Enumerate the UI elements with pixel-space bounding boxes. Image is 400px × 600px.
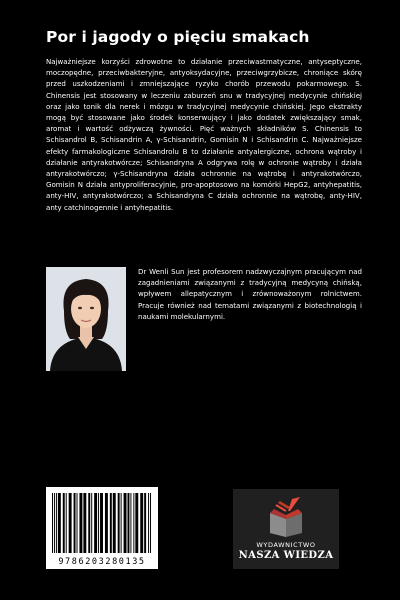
- barcode-bar: [94, 493, 97, 553]
- barcode-bar: [113, 493, 116, 553]
- publisher-name: NASZA WIEDZA: [238, 550, 334, 561]
- barcode-bar: [63, 493, 65, 553]
- barcode-bar: [133, 493, 134, 553]
- barcode-bar: [56, 493, 57, 553]
- barcode-bar: [121, 493, 122, 553]
- barcode-bar: [144, 493, 146, 553]
- open-book-with-pen-icon: [266, 495, 306, 539]
- barcode-bar: [148, 493, 149, 553]
- isbn-number: 9786203280135: [58, 557, 146, 567]
- barcode-bar: [54, 493, 55, 553]
- barcode-bar: [150, 493, 151, 553]
- barcode-bar: [118, 493, 120, 553]
- barcode-bar: [74, 493, 76, 553]
- author-bio: Dr Wenli Sun jest profesorem nadzwyczajnym pracującym nad zagadnieniami związanymi z tradycyjną medycyną chińską, wpływem allepatycznym i zrównoważonym rolnictwem. Pracuje również nad tematami związanymi z biotechnologią i naukami molekularnymi.: [138, 267, 362, 321]
- publisher-logo: [233, 489, 339, 569]
- barcode-bar: [127, 493, 129, 553]
- barcode-bar: [69, 493, 72, 553]
- barcode-bar: [91, 493, 92, 553]
- book-title: Por i jagody o pięciu smakach: [46, 28, 310, 46]
- barcode-bar: [52, 493, 53, 553]
- author-photo: [46, 267, 126, 371]
- book-description: Najważniejsze korzyści zdrowotne to działanie przeciwastmatyczne, antyseptyczne, moczopędne, przeciwbakteryjne, antyoksydacyjne, przeciwgrzybicze, chroniące skórę przed uszkodzeniami i zmniejszające ryzyko chorób przewodu pokarmowego. S. Chinensis jest stosowany w leczeniu zaburzeń snu w tradycyjnej medycynie chińskiej oraz jako tonik dla nerek i mózgu w tradycyjnej medycynie chińskiej. Jego ekstrakty mogą być stosowane jako środek konserwujący i jako dodatek zwiększający smak, aromat i wartość odżywczą żywności. Pięć ważnych składników S. Chinensis to Schisandrol B, Schisandrin A, γ-Schisandrin, Gomisin N i Schisandrin C. Najważniejsze efekty farmakologiczne Schisandrolu B to działanie antyalergiczne, ochrona wątroby i działanie antyrakotwórcze; Schisandryna A odgrywa rolę w ochronie wątroby i działa antyrakotwórczo; γ-Schisandryna działa ochronnie na wątrobę i antyrakotwórczo, Gomisin N działa antyproliferacyjnie, pro-apoptosowo na komórki HepG2, antyhepatitis, anty-HIV, antyrakotwórczo; a Schisandryna C działa ochronnie na wątrobę, anty-HIV, anty catchinogennie i antyhepatitis.: [46, 57, 362, 212]
- barcode-bar: [140, 493, 143, 553]
- barcode-bar: [135, 493, 138, 553]
- barcode-bar: [100, 493, 103, 553]
- barcode-bar: [83, 493, 86, 553]
- barcode-bar: [77, 493, 78, 553]
- isbn-barcode: [46, 487, 158, 569]
- barcode-bar: [105, 493, 108, 553]
- barcode-bar: [124, 493, 127, 553]
- barcode-bar: [88, 493, 90, 553]
- barcode-bar: [58, 493, 61, 553]
- barcode-bar: [130, 493, 131, 553]
- barcode-bar: [79, 493, 82, 553]
- barcode-bar: [66, 493, 67, 553]
- publisher-label: WYDAWNICTWO: [256, 541, 316, 549]
- barcode-bar: [98, 493, 99, 553]
- barcode-bar: [110, 493, 112, 553]
